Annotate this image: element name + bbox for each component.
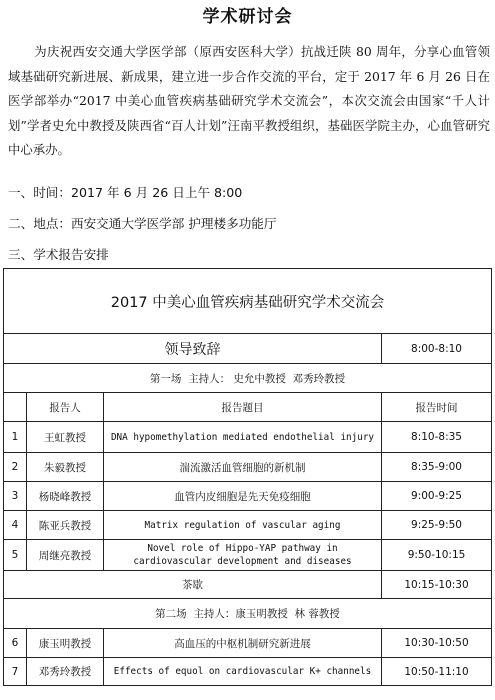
table-row (4, 511, 492, 540)
talk-time: 8:35-9:00 (382, 453, 492, 482)
talk-number: 3 (4, 482, 27, 511)
table-row (4, 482, 492, 511)
header-time: 报告时间 (382, 393, 492, 422)
table-row (4, 422, 492, 453)
intro-paragraph (8, 40, 490, 163)
table-row (4, 453, 492, 482)
talk-number: 4 (4, 511, 27, 540)
opening-time: 8:00-8:10 (382, 334, 492, 364)
talk-topic: DNA hypomethylation mediated endothelial injury (104, 422, 382, 453)
talk-reporter: 王虹教授 (27, 422, 104, 453)
talk-reporter: 朱毅教授 (27, 453, 104, 482)
page-title: 学术研讨会 (202, 7, 293, 27)
talk-topic: 血管内皮细胞是先天免疫细胞 (104, 482, 382, 511)
break-time: 10:15-10:30 (382, 571, 492, 599)
talk-reporter: 康玉明教授 (27, 629, 104, 658)
table-row (4, 540, 492, 571)
header-reporter: 报告人 (27, 393, 104, 422)
talk-reporter: 周继亮教授 (27, 540, 104, 571)
talk-number: 5 (4, 540, 27, 571)
header-row (4, 393, 492, 422)
session1-hosts: 第一场 主持人： 史允中教授 邓秀玲教授 (4, 364, 492, 393)
session1-row (4, 364, 492, 393)
session2-row (4, 599, 492, 629)
time-line: 一、时间：2017 年 6 月 26 日上午 8:00 (8, 185, 243, 200)
talk-time: 9:50-10:15 (382, 540, 492, 571)
talk-time: 10:50-11:10 (382, 658, 492, 686)
opening-label: 领导致辞 (4, 334, 382, 364)
talk-topic: Effects of equol on cardiovascular K+ channels (104, 658, 382, 686)
talk-number: 2 (4, 453, 27, 482)
talk-number: 6 (4, 629, 27, 658)
intro-text: 为庆祝西安交通大学医学部（原西安医科大学）抗战迁陕 80 周年，分享心血管领域基础研究新进展、新成果，建立进一步合作交流的平台，定于 2017 年 6 月 26 日在医学部举办“2017 中美心血管疾病基础研究学术交流会”，本次交流会由国家“千人计划”学者史允中教授及陕西省“百人计划”汪南平教授组织，基础医学院主办，心血管研究中心承办。 (8, 44, 490, 158)
header-number (4, 393, 27, 422)
talk-topic: Novel role of Hippo-YAP pathway in cardiovascular development and diseases (104, 540, 382, 571)
talk-reporter: 陈亚兵教授 (27, 511, 104, 540)
break-row (4, 571, 492, 599)
talk-time: 9:25-9:50 (382, 511, 492, 540)
schedule-heading: 三、学术报告安排 (8, 247, 109, 262)
break-label: 茶歇 (4, 571, 382, 599)
talk-time: 10:30-10:50 (382, 629, 492, 658)
conference-title: 2017 中美心血管疾病基础研究学术交流会 (4, 269, 492, 334)
table-row (4, 629, 492, 658)
talk-time: 9:00-9:25 (382, 482, 492, 511)
talk-reporter: 杨晓峰教授 (27, 482, 104, 511)
session2-hosts: 第二场 主持人：康玉明教授 林 蓉教授 (4, 599, 492, 629)
schedule-table (3, 268, 492, 686)
talk-topic: 湍流激活血管细胞的新机制 (104, 453, 382, 482)
talk-time: 8:10-8:35 (382, 422, 492, 453)
opening-row (4, 334, 492, 364)
talk-topic: Matrix regulation of vascular aging (104, 511, 382, 540)
talk-number: 1 (4, 422, 27, 453)
talk-topic: 高血压的中枢机制研究新进展 (104, 629, 382, 658)
talk-reporter: 邓秀玲教授 (27, 658, 104, 686)
table-row (4, 658, 492, 686)
talk-number: 7 (4, 658, 27, 686)
place-line: 二、地点：西安交通大学医学部 护理楼多功能厅 (8, 216, 277, 231)
header-topic: 报告题目 (104, 393, 382, 422)
conference-title-row (4, 269, 492, 334)
